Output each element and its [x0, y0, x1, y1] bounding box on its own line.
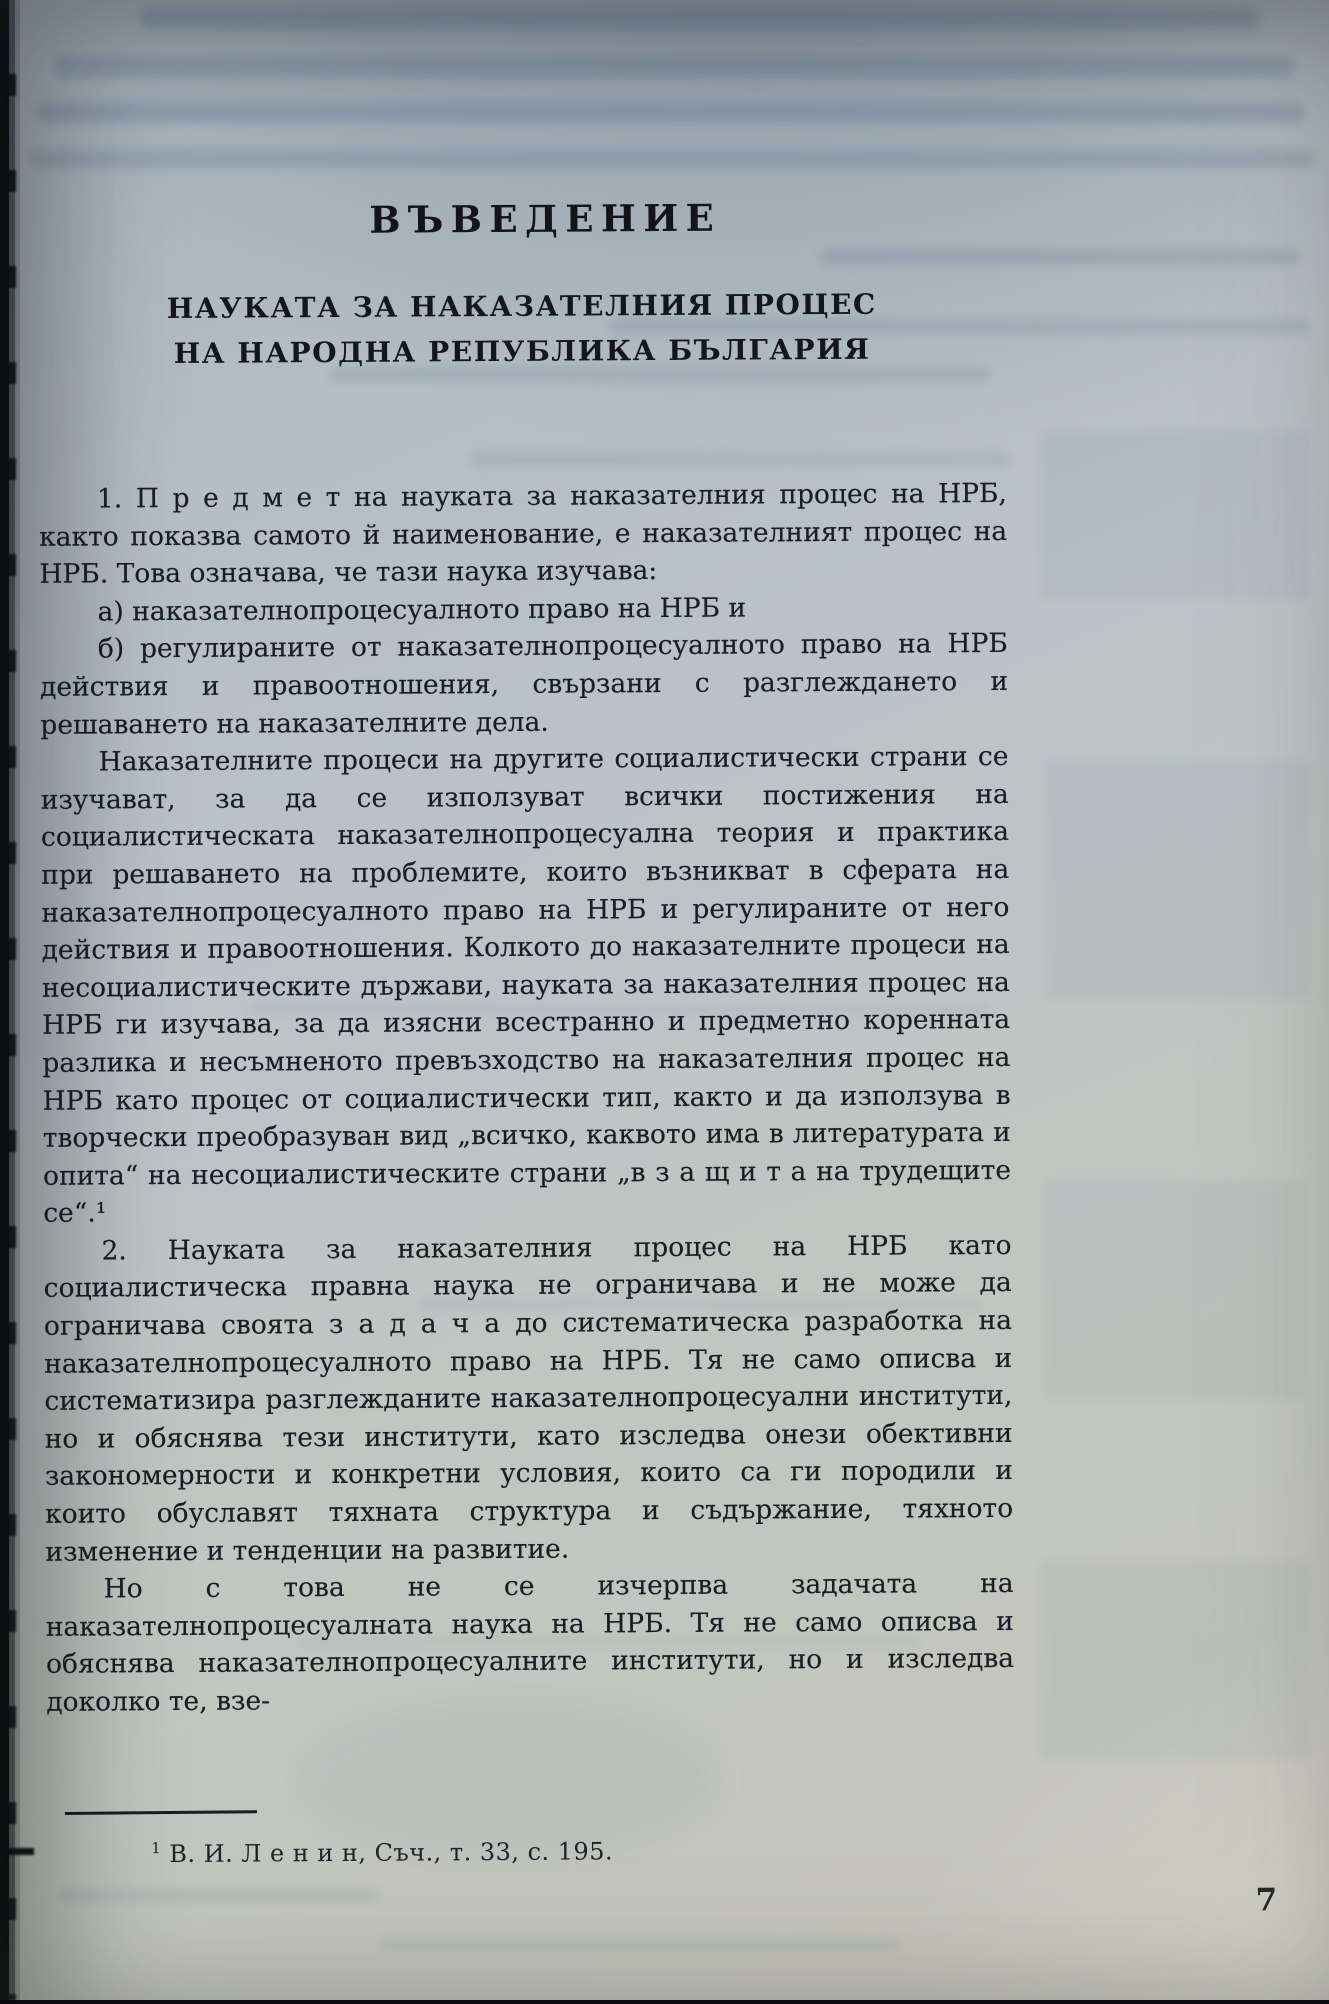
- page-number: 7: [1255, 1882, 1278, 1919]
- paragraph: 2. Науката за наказателния процес на НРБ като социалистическа правна наука не ограничава и не може да ограничава своята з а д а ч а до систематическа разработка на наказателнопроцесуалното право на НРБ. Тя не само описва и систематизира разглежданите наказателнопроцесуални институти, но и обяснява тези институти, като изследва онези обективни закономерности и конкретни условия, които са ги породили и които обуславят тяхната структура и съдържание, тяхното изменение и тенденции на развитие.: [43, 1229, 1014, 1568]
- body-text: [39, 475, 1015, 1721]
- footnote-text: В. И. Л е н и н, Съч., т. 33, с. 195.: [161, 1837, 614, 1869]
- chapter-heading-line1: НАУКАТА ЗА НАКАЗАТЕЛНИЯ ПРОЦЕС: [166, 287, 877, 326]
- list-item-b: б) регулираните от наказателнопроцесуалното право на НРБ действия и правоотношения, свързани с разглеждането и решаването на наказателните дела.: [39, 628, 1009, 741]
- footnote-marker: 1: [151, 1839, 162, 1858]
- page-gutter-shadow: [0, 0, 26, 2000]
- chapter-heading-line2: НА НАРОДНА РЕПУБЛИКА БЪЛГАРИЯ: [173, 332, 871, 370]
- footnote: [47, 1834, 1015, 1869]
- paragraph: Но с това не се изчерпва задачата на наказателнопроцесуалната наука на НРБ. Тя не само описва и обяснява наказателнопроцесуалните институти, но и изследва доколко те, взе-: [45, 1568, 1015, 1718]
- page-title: ВЪВЕДЕНИЕ: [369, 195, 722, 242]
- paragraph: Наказателните процеси на другите социалистически страни се изучават, за да се използуват всички постижения на социалистическата наказателнопроцесуална теория и практика при решаването на проблемите, които възникват в сферата на наказателнопроцесуалното право на НРБ и регулираните от него действия и правоотношения. Колкото до наказателните процеси на несоциалистическите държави, науката за наказателния процес на НРБ ги изучава, за да изясни всестранно и предметно коренната разлика и несъмненото превъзходство на наказателния процес на НРБ като процес от социалистически тип, както и да използува в творчески преобразуван вид „всичко, каквото има в литературата и опита“ на несоциалистическите страни „в з а щ и т а на трудещите се“.¹: [40, 741, 1012, 1230]
- paragraph: 1. П р е д м е т на науката за наказателния процес на НРБ, както показва самото й наименование, е наказателният процес на НРБ. Това означава, че тази наука изучава:: [39, 477, 1008, 590]
- footnote-separator: [65, 1810, 257, 1815]
- chapter-heading: [38, 281, 1007, 377]
- list-item-a: а) наказателнопроцесуалното право на НРБ и: [97, 592, 747, 628]
